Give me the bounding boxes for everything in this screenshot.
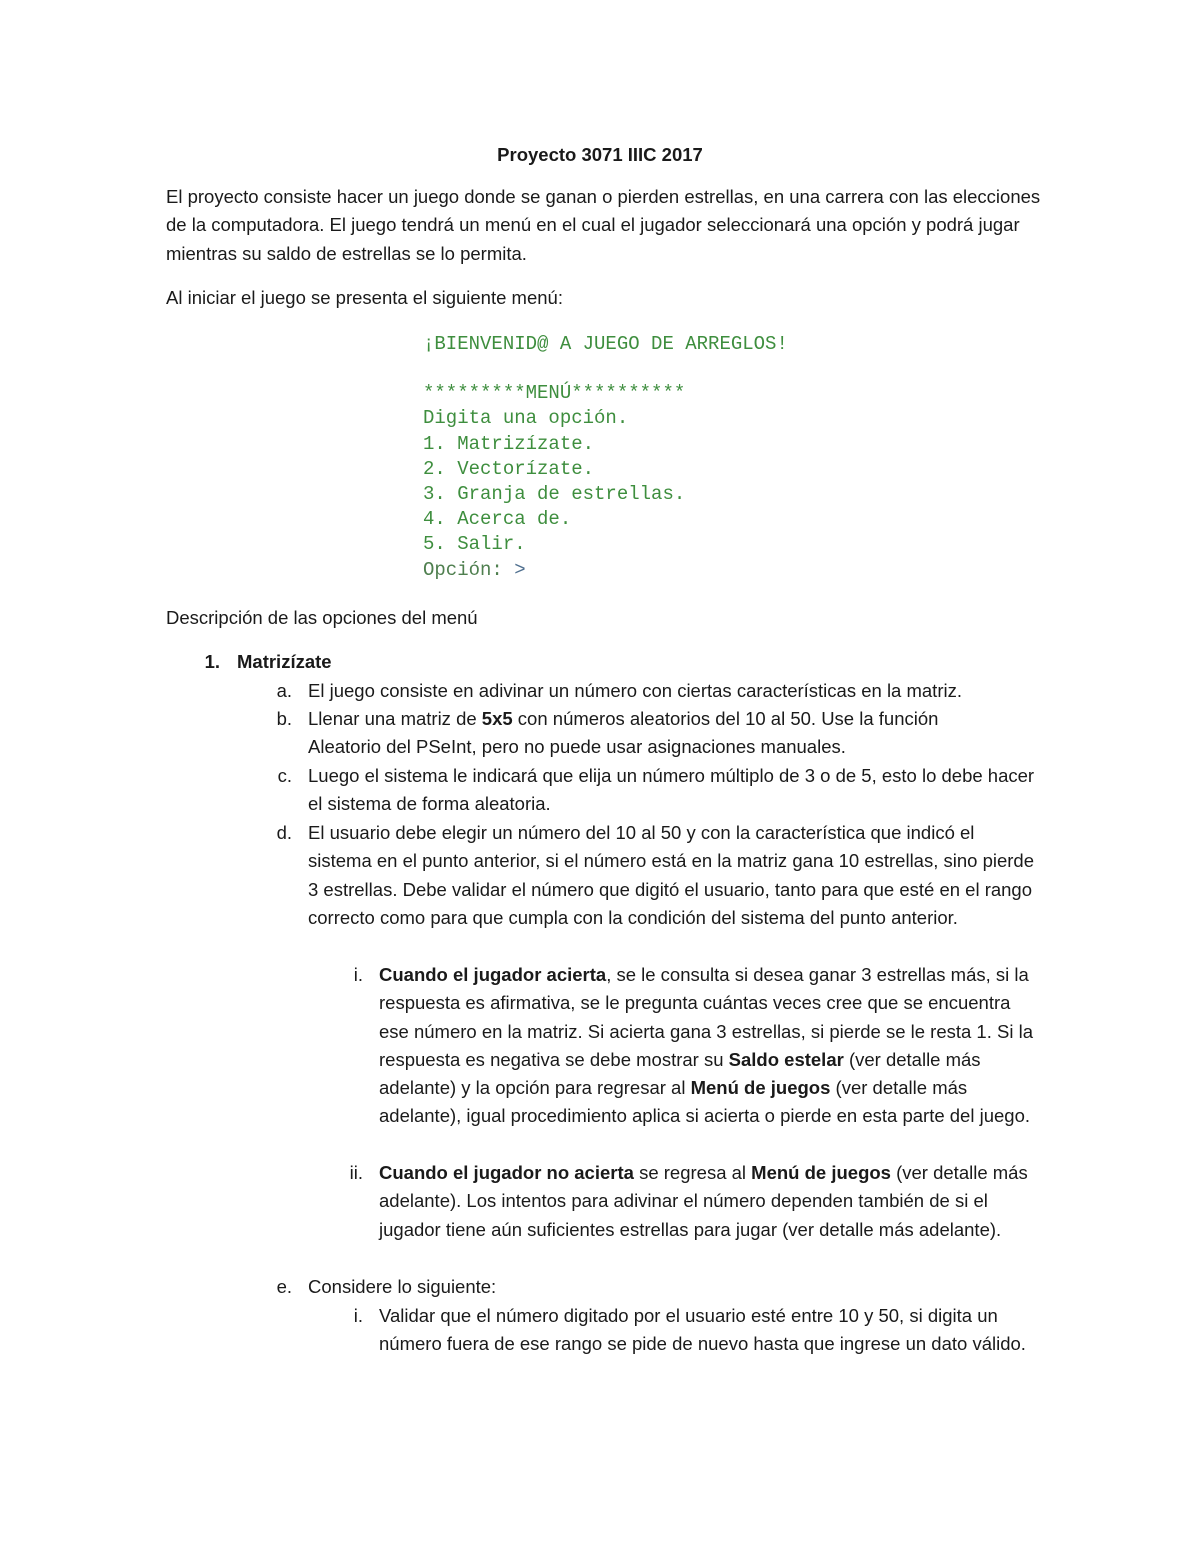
item-b-marker: b. [276, 708, 292, 729]
console-prompt: Opción: [423, 558, 515, 581]
console-option-3: 3. Granja de estrellas. [423, 482, 686, 505]
item-d-text: El usuario debe elegir un número del 10 al 50 y con la característica que indicó el sistema en el punto anterior, si el número está en la matriz gana 10 estrellas, sino pierde 3 estrellas. Debe validar el número que digitó el usuario, tanto para que esté en el rango correcto como para que cumpla con la condición del sistema del punto anterior. [308, 822, 1035, 928]
item-e-marker: e. [276, 1276, 292, 1297]
item-b-text: Llenar una matriz de 5x5 con números aleatorios del 10 al 50. Use la función Aleatorio del PSeInt, pero no puede usar asignaciones manuales. [308, 708, 939, 758]
games-menu-bold-2: Menú de juegos [751, 1162, 891, 1183]
section-1-title: Matrizízate [237, 651, 332, 672]
games-menu-bold: Menú de juegos [690, 1077, 831, 1099]
console-option-2: 2. Vectorízate. [423, 457, 595, 480]
document-title: Proyecto 3071 IIIC 2017 [497, 144, 703, 165]
console-prompt-line [423, 558, 883, 583]
item-e-i-marker: i. [353, 1305, 363, 1326]
section-1-number: 1. [204, 651, 220, 672]
menu-intro-paragraph: Al iniciar el juego se presenta el siguiente menú: [166, 287, 563, 308]
star-balance-bold: Saldo estelar [728, 1048, 844, 1070]
console-option-5: 5. Salir. [423, 533, 526, 556]
console-menu-header: *********MENÚ********** [423, 382, 686, 405]
matrix-size-bold: 5x5 [481, 708, 513, 729]
item-e-i-text: Validar que el número digitado por el usuario esté entre 10 y 50, si digita un número fuera de ese rango se pide de nuevo hasta que ingrese un dato válido. [379, 1305, 1026, 1355]
console-caret: > [514, 558, 526, 581]
item-d-marker: d. [276, 822, 292, 843]
intro-paragraph: El proyecto consiste hacer un juego donde se ganan o pierden estrellas, en una carrera con las elecciones de la computadora. El juego tendrá un menú en el cual el jugador seleccionará una opción y podrá jugar mientras su saldo de estrellas se lo permita. [166, 186, 1041, 264]
item-c-marker: c. [277, 765, 292, 786]
console-option-1: 1. Matrizízate. [423, 432, 595, 455]
console-option-4: 4. Acerca de. [423, 508, 572, 531]
console-welcome: ¡BIENVENID@ A JUEGO DE ARREGLOS! [423, 333, 788, 355]
item-d-ii-text: Cuando el jugador no acierta se regresa al Menú de juegos (ver detalle más adelante). Los intentos para adivinar el número dependen también de si el jugador tiene aún suficientes estrellas para jugar (ver detalle más adelante). [379, 1162, 1028, 1240]
description-heading: Descripción de las opciones del menú [166, 607, 478, 628]
item-e-text: Considere lo siguiente: [308, 1276, 497, 1297]
item-d-ii-marker: ii. [349, 1162, 363, 1183]
item-c-text: Luego el sistema le indicará que elija un número múltiplo de 3 o de 5, esto lo debe hacer el sistema de forma aleatoria. [308, 765, 1035, 815]
item-a-marker: a. [276, 680, 292, 701]
item-d-i-text: Cuando el jugador acierta, se le consulta si desea ganar 3 estrellas más, si la respuesta es afirmativa, se le pregunta cuántas veces cree que se encuentra ese número en la matriz. Si acierta gana 3 estrellas, si pierde se le resta 1. Si la respuesta es negativa se debe mostrar su Saldo estelar (ver detalle más adelante) y la opción para regresar al Menú de juegos (ver detalle más adelante), igual procedimiento aplica si acierta o pierde en esta parte del juego. [379, 964, 1033, 1127]
player-hits-bold: Cuando el jugador acierta [379, 964, 607, 985]
console-menu-screenshot [423, 332, 883, 583]
console-instruction: Digita una opción. [423, 407, 629, 430]
player-misses-bold: Cuando el jugador no acierta [379, 1162, 634, 1183]
item-a-text: El juego consiste en adivinar un número con ciertas características en la matriz. [308, 680, 962, 701]
item-d-i-marker: i. [353, 964, 363, 985]
